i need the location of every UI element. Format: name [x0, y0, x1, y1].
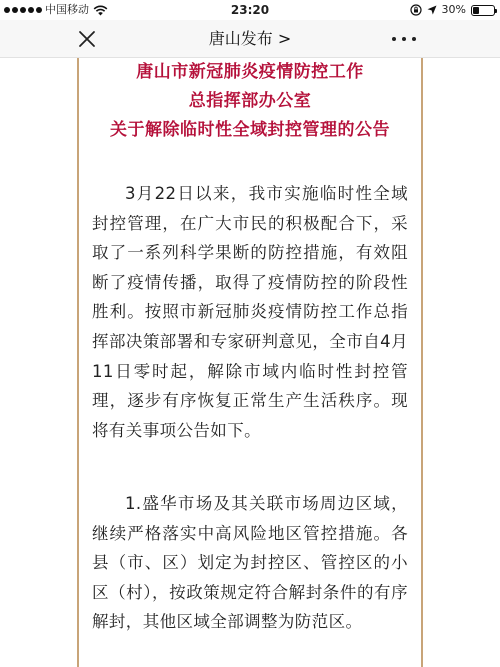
status-indicators	[410, 2, 495, 18]
carrier-name: 中国移动	[45, 3, 89, 16]
navigation-bar	[0, 20, 500, 58]
heading-line: 关于解除临时性全域封控管理的公告	[110, 120, 390, 140]
body-paragraph: 3月22日以来，我市实施临时性全域封控管理，在广大市民的积极配合下，采取了一系列科学果断的防控措施，有效阻断了疫情传播，取得了疫情防控的阶段性胜利。按照市新冠肺炎疫情防控工作总指挥部决策部署和专家研判意见，全市自4月11日零时起，解除市域内临时性封控管理，逐步有序恢复正常生产生活秩序。现将有关事项公告如下。	[92, 184, 408, 440]
rotation-lock-icon	[410, 4, 422, 16]
article-heading	[92, 58, 408, 145]
right-border-rule	[421, 58, 423, 667]
battery-level-fill	[473, 7, 479, 14]
account-title-link[interactable]: 唐山发布 >	[208, 29, 292, 48]
heading-line: 总指挥部办公室	[188, 91, 312, 111]
more-dots-icon[interactable]	[392, 30, 416, 48]
heading-line: 唐山市新冠肺炎疫情防控工作	[136, 62, 364, 82]
clock: 23:20	[230, 3, 270, 17]
battery-percent: 30%	[441, 3, 466, 16]
article-content	[0, 58, 500, 667]
body-paragraph: 1.盛华市场及其关联市场周边区域，继续严格落实中高风险地区管控措施。各县（市、区）划定为封控区、管控区的小区（村），按政策规定符合解封条件的有序解封，其他区域全部调整为防范区。	[92, 494, 408, 632]
location-arrow-icon	[427, 5, 437, 15]
left-border-rule	[77, 58, 79, 667]
status-bar	[0, 0, 500, 20]
battery-icon	[471, 5, 495, 16]
